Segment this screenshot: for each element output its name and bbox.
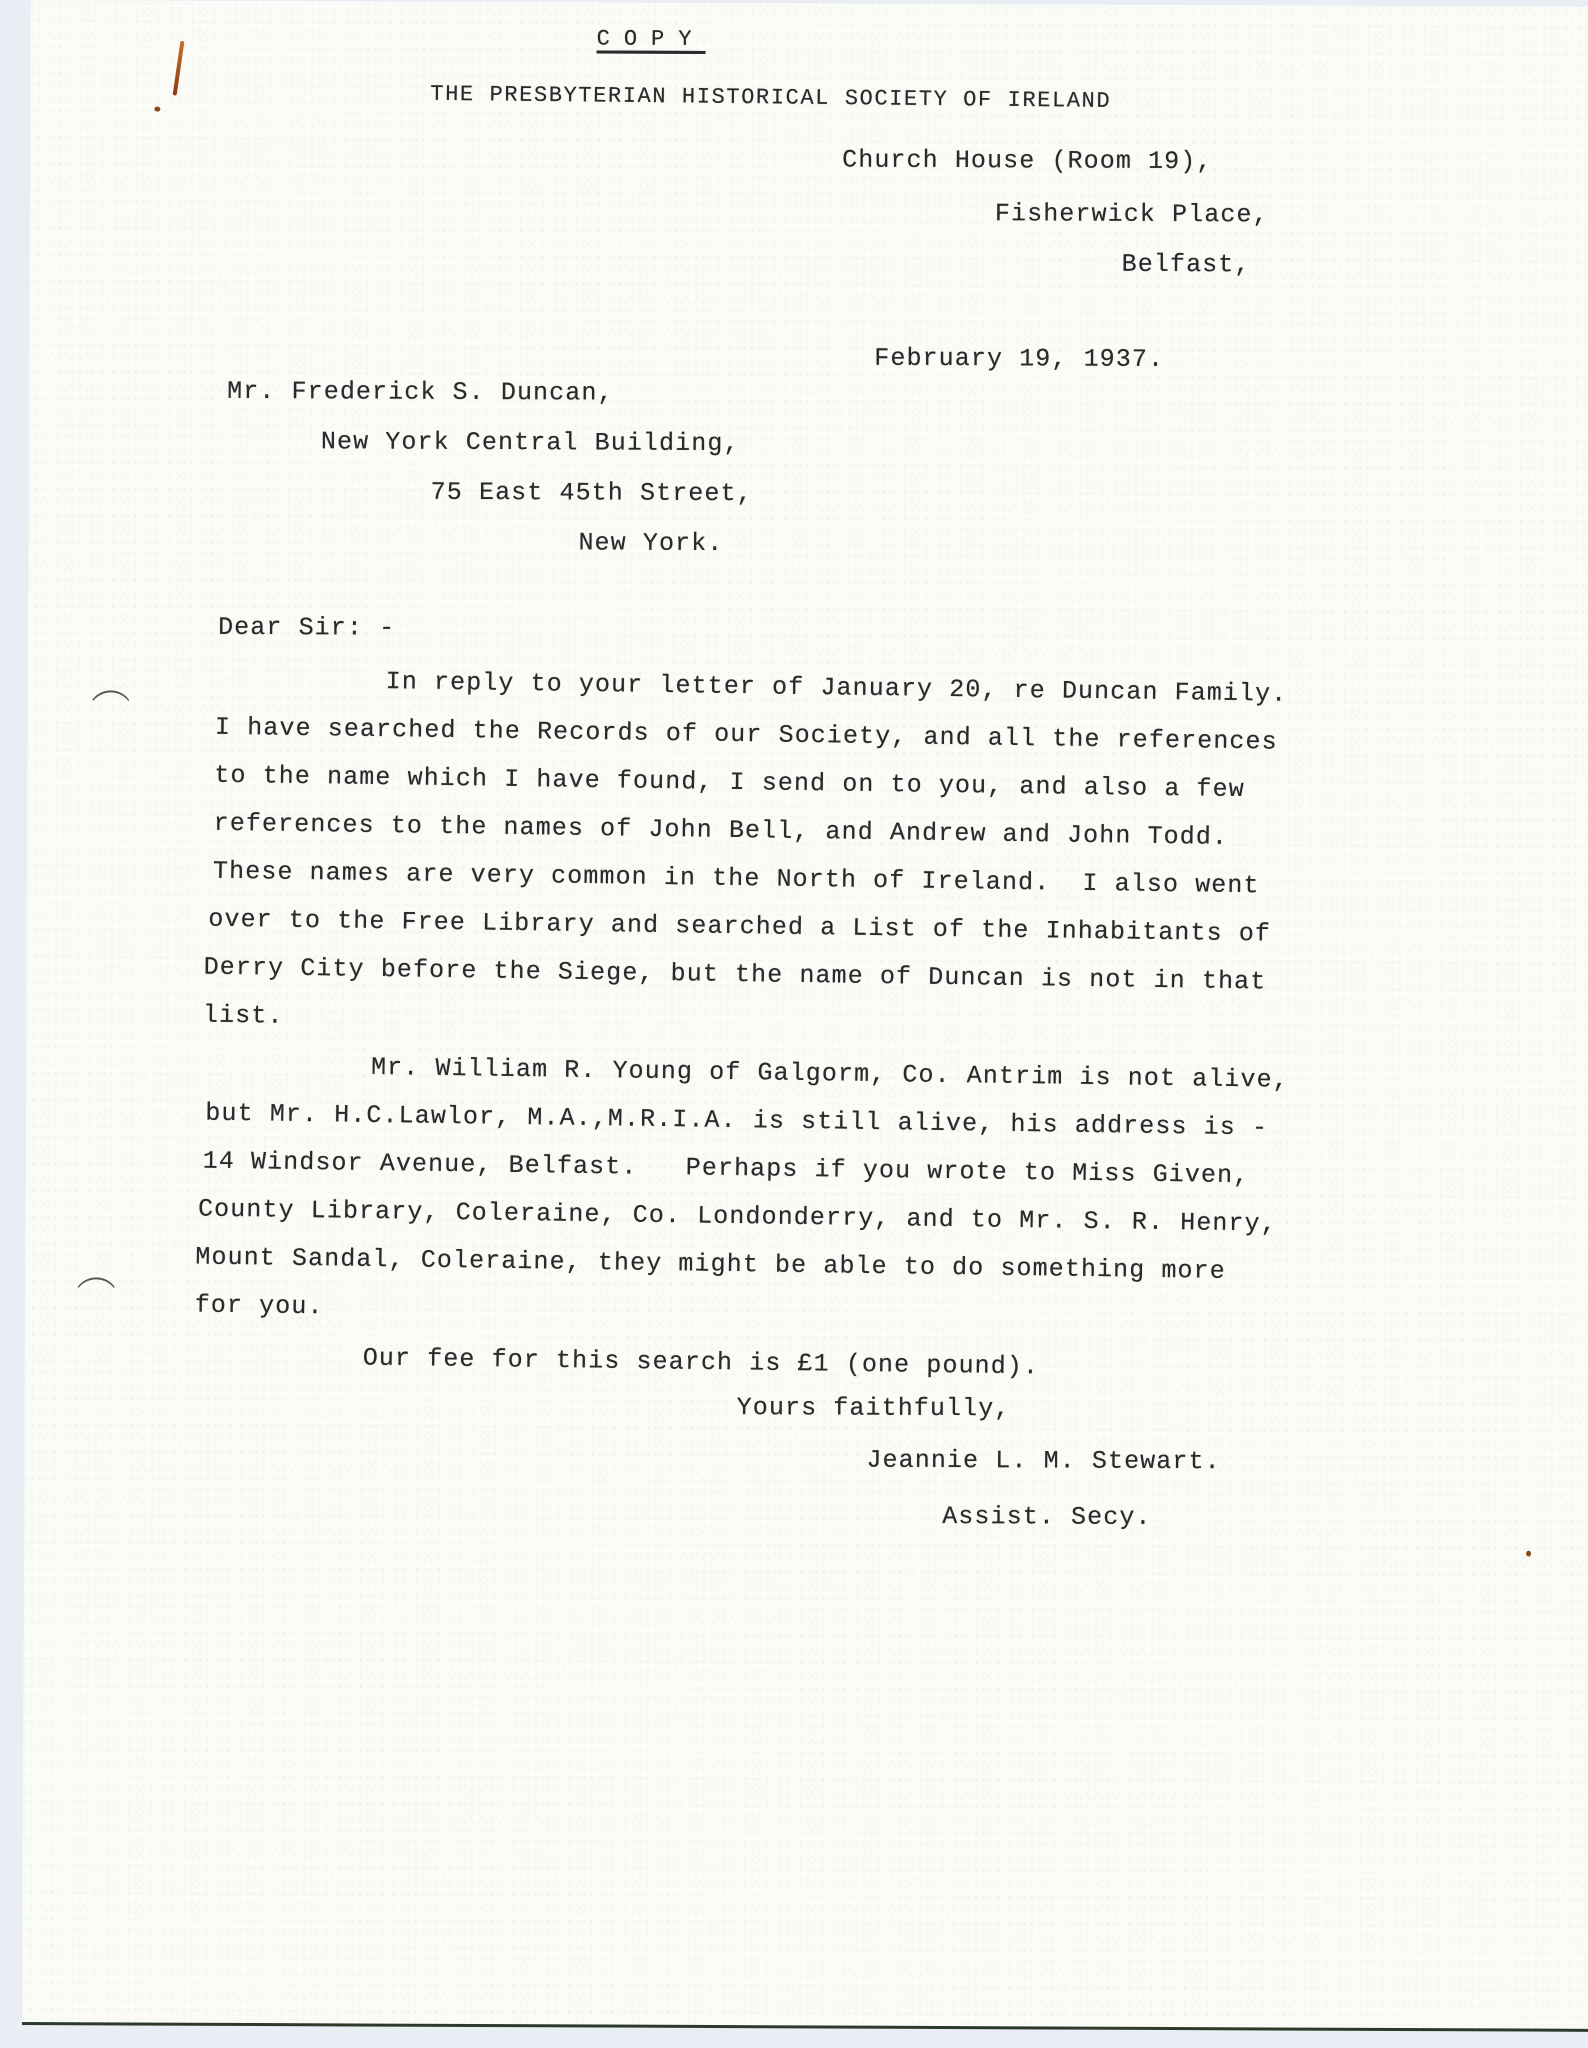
paragraph-line: over to the Free Library and searched a List of the Inhabitants of <box>208 904 1272 949</box>
paragraph-line: County Library, Coleraine, Co. Londonderry, and to Mr. S. R. Henry, <box>197 1194 1278 1239</box>
paragraph-line: references to the names of John Bell, and Andrew and John Todd. <box>213 808 1229 852</box>
signature: Jeannie L. M. Stewart. <box>866 1445 1221 1477</box>
rust-spot <box>154 107 160 112</box>
paragraph-line: Mount Sandal, Coleraine, they might be able to do something more <box>195 1242 1227 1286</box>
rust-stain <box>173 41 185 96</box>
letterhead: THE PRESBYTERIAN HISTORICAL SOCIETY OF IRELAND <box>430 81 1112 114</box>
salutation: Dear Sir: - <box>218 612 396 643</box>
recipient-name: Mr. Frederick S. Duncan, <box>227 376 614 408</box>
sender-address-line-3: Belfast, <box>1121 249 1251 280</box>
paragraph-line: Mr. William R. Young of Galgorm, Co. Antrim is not alive, <box>370 1052 1289 1095</box>
sender-address-line-2: Fisherwick Place, <box>994 199 1269 230</box>
copy-stamp: COPY <box>596 26 706 52</box>
signatory-title: Assist. Secy. <box>942 1502 1152 1532</box>
sender-address-line-1: Church House (Room 19), <box>842 145 1213 177</box>
letter-date: February 19, 1937. <box>874 343 1165 374</box>
recipient-address-line-2: 75 East 45th Street, <box>430 477 753 509</box>
fee-line: Our fee for this search is £1 (one pound). <box>362 1343 1040 1382</box>
paragraph-line: 14 Windsor Avenue, Belfast. Perhaps if you wrote to Miss Given, <box>202 1146 1250 1191</box>
recipient-address-line-3: New York. <box>578 528 724 559</box>
punch-hole-top <box>88 690 134 737</box>
letter-page <box>22 0 1588 2032</box>
paragraph-line: In reply to your letter of January 20, re Duncan Family. <box>385 667 1288 709</box>
paragraph-line: for you. <box>194 1290 324 1322</box>
paragraph-line: Derry City before the Siege, but the name of Duncan is not in that <box>203 952 1267 997</box>
paragraph-line: I have searched the Records of our Society, and all the references <box>214 712 1278 757</box>
paragraph-line: list. <box>202 1000 284 1031</box>
closing: Yours faithfully, <box>736 1393 1011 1424</box>
paragraph-line: to the name which I have found, I send on to you, and also a few <box>214 760 1246 805</box>
paragraph-line: These names are very common in the North of Ireland. I also went <box>212 856 1260 901</box>
ink-spot <box>1526 1551 1531 1557</box>
paragraph-line: but Mr. H.C.Lawlor, M.A.,M.R.I.A. is still alive, his address is - <box>205 1098 1269 1143</box>
recipient-address-line-1: New York Central Building, <box>320 427 740 459</box>
punch-hole-bottom <box>73 1277 119 1324</box>
